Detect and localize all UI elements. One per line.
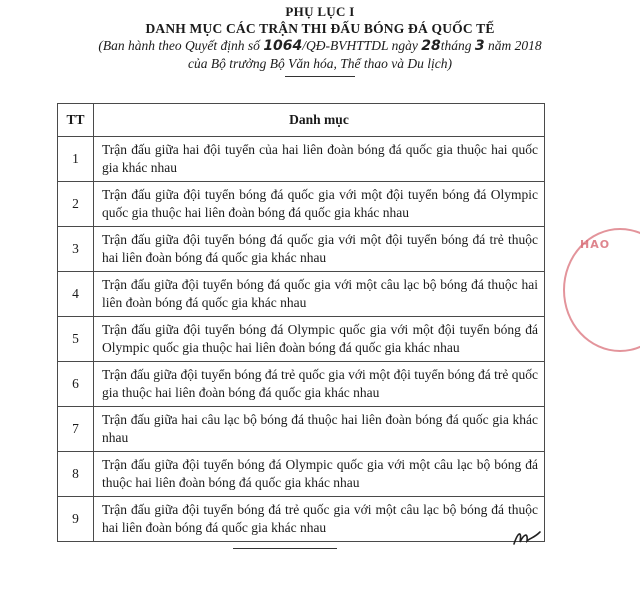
month-label: tháng: [440, 38, 472, 53]
issuer-line: của Bộ trưởng Bộ Văn hóa, Thể thao và Du lịch): [188, 56, 452, 71]
issue-year: năm 2018: [488, 38, 542, 53]
table-row: [58, 182, 545, 227]
header-divider: [285, 76, 355, 77]
table-row: [58, 227, 545, 272]
table-row: [58, 137, 545, 182]
table-row: [58, 497, 545, 542]
table-row: [58, 407, 545, 452]
seal-text: HAO: [580, 238, 611, 251]
issue-day: 28: [421, 38, 441, 54]
row-description: Trận đấu giữa đội tuyển bóng đá Olympic quốc gia với một câu lạc bộ bóng đá thuộc hai liên đoàn bóng đá quốc gia khác nhau: [94, 452, 545, 497]
row-number: 5: [58, 317, 94, 362]
decision-suffix: /QĐ-BVHTTDL ngày: [302, 38, 418, 53]
row-description: Trận đấu giữa đội tuyển bóng đá quốc gia với một câu lạc bộ bóng đá thuộc hai liên đoàn bóng đá quốc gia khác nhau: [94, 272, 545, 317]
row-description: Trận đấu giữa đội tuyển bóng đá Olympic quốc gia với một đội tuyển bóng đá Olympic quốc gia thuộc hai liên đoàn bóng đá quốc gia khác nhau: [94, 317, 545, 362]
table-header-row: [58, 104, 545, 137]
row-description: Trận đấu giữa đội tuyển bóng đá quốc gia với một đội tuyển bóng đá trẻ thuộc hai liên đoàn bóng đá quốc gia khác nhau: [94, 227, 545, 272]
row-number: 4: [58, 272, 94, 317]
row-number: 2: [58, 182, 94, 227]
table-row: [58, 452, 545, 497]
row-number: 8: [58, 452, 94, 497]
row-description: Trận đấu giữa đội tuyển bóng đá trẻ quốc gia với một đội tuyển bóng đá trẻ quốc gia thuộc hai liên đoàn bóng đá quốc gia khác nhau: [94, 362, 545, 407]
row-description: Trận đấu giữa đội tuyển bóng đá trẻ quốc gia với một câu lạc bộ bóng đá thuộc hai liên đoàn bóng đá quốc gia khác nhau: [94, 497, 545, 542]
column-header-number: TT: [58, 104, 94, 137]
appendix-label: PHỤ LỤC I: [285, 4, 355, 19]
signature-initial-icon: [510, 526, 544, 548]
issue-month: 3: [474, 38, 485, 54]
row-number: 1: [58, 137, 94, 182]
row-number: 7: [58, 407, 94, 452]
footer-divider: [233, 548, 337, 549]
match-category-table: [57, 103, 545, 542]
row-description: Trận đấu giữa hai đội tuyển của hai liên đoàn bóng đá quốc gia thuộc hai quốc gia khác nhau: [94, 137, 545, 182]
row-number: 6: [58, 362, 94, 407]
issued-by-line: [0, 37, 640, 55]
row-number: 3: [58, 227, 94, 272]
issued-prefix: (Ban hành theo Quyết định số: [98, 38, 260, 53]
row-number: 9: [58, 497, 94, 542]
table-row: [58, 272, 545, 317]
column-header-category: Danh mục: [94, 104, 545, 137]
row-description: Trận đấu giữa hai câu lạc bộ bóng đá thuộc hai liên đoàn bóng đá quốc gia khác nhau: [94, 407, 545, 452]
table-row: [58, 362, 545, 407]
document-title: DANH MỤC CÁC TRẬN THI ĐẤU BÓNG ĐÁ QUỐC TẾ: [145, 21, 495, 36]
document-header: [0, 4, 640, 77]
decision-number: 1064: [263, 38, 303, 54]
row-description: Trận đấu giữa đội tuyển bóng đá quốc gia với một đội tuyển bóng đá Olympic quốc gia thuộc hai liên đoàn bóng đá quốc gia khác nhau: [94, 182, 545, 227]
table-row: [58, 317, 545, 362]
